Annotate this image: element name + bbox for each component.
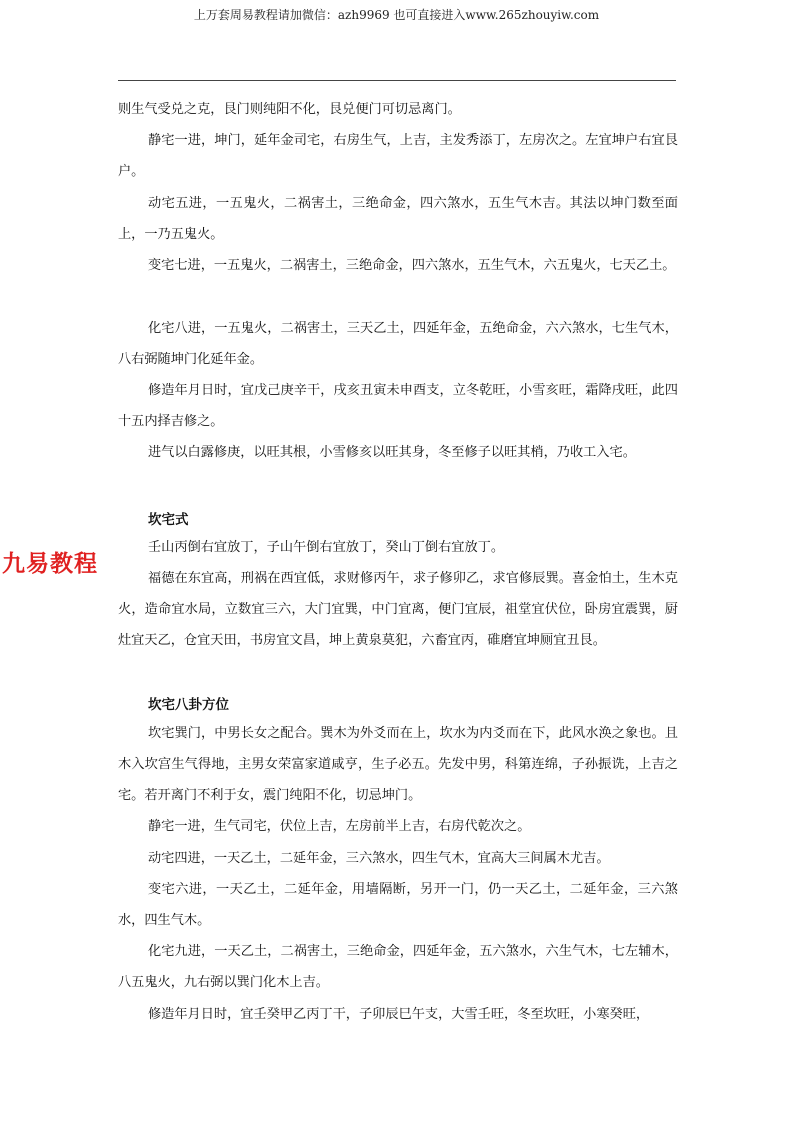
- watermark-logo: 九易教程: [2, 551, 98, 577]
- section-heading: 坎宅八卦方位: [148, 697, 229, 713]
- paragraph: 坎宅巽门，中男长女之配合。巽木为外爻而在上，坎水为内爻而在下，此风水涣之象也。且木入坎宫生气得地，主男女荣富家道咸亨，生子必五。先发中男，科第连绵，子孙振诜，上吉之宅。若开离门不利于女，震门纯阳不化，切忌坤门。: [118, 726, 678, 803]
- paragraph: 动宅五进，一五鬼火，二祸害土，三绝命金，四六煞水，五生气木吉。其法以坤门数至面上，一乃五鬼火。: [118, 196, 678, 242]
- paragraph: 化宅九进，一天乙土，二祸害土，三绝命金，四延年金，五六煞水，六生气木，七左辅木，八五鬼火，九右弼以巽门化木上吉。: [118, 944, 678, 990]
- paragraph: 变宅七进，一五鬼火，二祸害土，三绝命金，四六煞水，五生气木，六五鬼火，七天乙土。: [148, 258, 676, 273]
- section-heading: 坎宅式: [148, 512, 189, 528]
- paragraph: 则生气受兑之克，艮门则纯阳不化，艮兑便门可切忌离门。: [118, 102, 461, 117]
- paragraph: 静宅一进，坤门，延年金司宅，右房生气，上吉，主发秀添丁，左房次之。左宜坤户右宜艮户。: [118, 133, 678, 179]
- paragraph: 静宅一进，生气司宅，伏位上吉，左房前半上吉，右房代乾次之。: [148, 819, 531, 834]
- header-divider: [118, 80, 676, 81]
- paragraph: 福德在东宜高，刑祸在西宜低，求财修丙午，求子修卯乙，求官修辰巽。喜金怕土，生木克火，造命宜水局，立数宜三六，大门宜巽，中门宜离，便门宜辰，祖堂宜伏位，卧房宜震巽，厨灶宜天乙，仓宜天田，书房宜文昌，坤上黄泉莫犯，六畜宜丙，碓磨宜坤厕宜丑艮。: [118, 571, 678, 648]
- paragraph: 动宅四进，一天乙土，二延年金，三六煞水，四生气木，宜高大三间属木尤吉。: [148, 851, 610, 866]
- paragraph: 壬山丙倒右宜放丁，子山午倒右宜放丁，癸山丁倒右宜放丁。: [148, 540, 505, 555]
- paragraph: 化宅八进，一五鬼火，二祸害土，三天乙土，四延年金，五绝命金，六六煞水，七生气木，八右弼随坤门化延年金。: [118, 321, 678, 367]
- paragraph: 修造年月日时，宜壬癸甲乙丙丁干，子卯辰巳午支，大雪壬旺，冬至坎旺，小寒癸旺，: [148, 1007, 650, 1022]
- paragraph: 修造年月日时，宜戊己庚辛干，戌亥丑寅未申酉支，立冬乾旺，小雪亥旺，霜降戌旺，此四十五内择吉修之。: [118, 383, 678, 429]
- paragraph: 变宅六进，一天乙土，二延年金，用墙隔断，另开一门，仍一天乙土，二延年金，三六煞水，四生气木。: [118, 882, 678, 928]
- paragraph: 进气以白露修庚，以旺其根，小雪修亥以旺其身，冬至修子以旺其梢，乃收工入宅。: [148, 445, 636, 460]
- page-header-text: 上万套周易教程请加微信：azh9969 也可直接进入www.265zhouyiw.com: [193, 8, 600, 22]
